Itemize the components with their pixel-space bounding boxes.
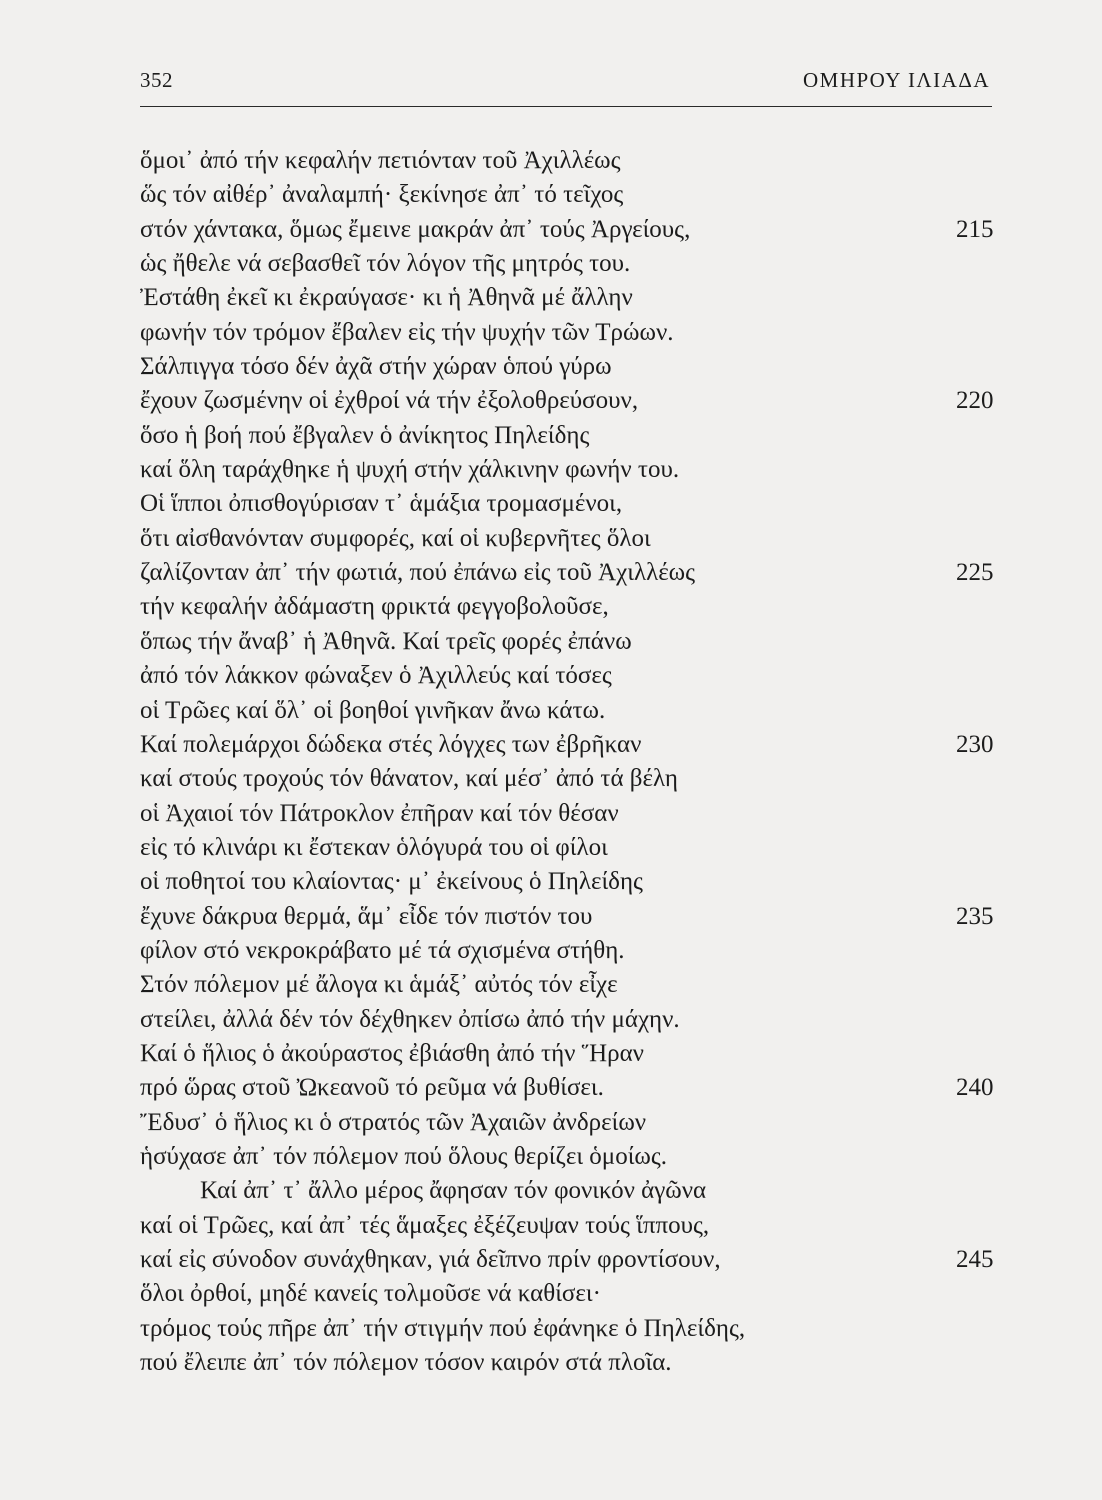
verse-line [140,1071,1000,1105]
line-number: 235 [956,902,994,930]
verse-text: ὡς ἤθελε νά σεβασθεῖ τόν λόγον τῆς μητρός του. [140,250,631,278]
verse-line [140,247,1000,281]
verse-line [140,797,1000,831]
line-number: 220 [956,387,994,415]
verse-text: Καί ἀπ᾽ τ᾽ ἄλλο μέρος ἄφησαν τόν φονικόν ἀγῶνα [200,1177,707,1205]
verse-text: ἔχυνε δάκρυα θερμά, ἅμ᾽ εἶδε τόν πιστόν του [140,902,593,930]
verse-line [140,178,1000,212]
verse-line [140,522,1000,556]
running-title: ΟΜΗΡΟΥ ΙΛΙΑΔΑ [803,68,990,92]
verse-line [140,487,1000,521]
verse-line [140,213,1000,247]
verse-text: πού ἔλειπε ἀπ᾽ τόν πόλεμον τόσον καιρόν στά πλοῖα. [140,1349,672,1377]
verse-text: ὅπως τήν ἄναβ᾽ ἡ Ἀθηνᾶ. Καί τρεῖς φορές ἐπάνω [140,627,632,655]
verse-line [140,831,1000,865]
verse-text: πρό ὥρας στοῦ Ὠκεανοῦ τό ρεῦμα νά βυθίσει. [140,1074,604,1102]
verse-line [140,350,1000,384]
page-number: 352 [140,68,173,92]
verse-line [140,1140,1000,1174]
verse-text: ἀπό τόν λάκκον φώναξεν ὁ Ἀχιλλεύς καί τόσες [140,662,612,690]
verse-text: Καί πολεμάρχοι δώδεκα στές λόγχες των ἐβρῆκαν [140,730,642,758]
verse-text: τρόμος τούς πῆρε ἀπ᾽ τήν στιγμήν πού ἐφάνηκε ὁ Πηλείδης, [140,1314,746,1342]
verse-text: καί στούς τροχούς τόν θάνατον, καί μέσ᾽ ἀπό τά βέλη [140,765,678,793]
verse-line [140,1277,1000,1311]
header-rule [140,106,992,107]
verse-text: οἱ Ἀχαιοί τόν Πάτροκλον ἐπῆραν καί τόν θέσαν [140,799,619,827]
verse-line [140,865,1000,899]
line-number: 230 [956,730,994,758]
verse-line [140,1003,1000,1037]
page-header [140,68,990,108]
verse-line [140,419,1000,453]
verse-text: στείλει, ἀλλά δέν τόν δέχθηκεν ὀπίσω ἀπό τήν μάχην. [140,1005,680,1033]
verse-text: οἱ ποθητοί του κλαίοντας· μ᾽ ἐκείνους ὁ Πηλείδης [140,868,643,896]
verse-line [140,556,1000,590]
verse-line [140,453,1000,487]
line-number: 245 [956,1246,994,1273]
verse-line [140,728,1000,762]
verse-line [140,1174,1000,1208]
verse-text: ὅμοι᾽ ἀπό τήν κεφαλήν πετιόνταν τοῦ Ἀχιλλέως [140,147,621,174]
verse-text: Καί ὁ ἥλιος ὁ ἀκούραστος ἐβιάσθη ἀπό τήν Ἥραν [140,1039,644,1067]
verse-text: Σάλπιγγα τόσο δέν ἀχᾶ στήν χώραν ὁπού γύρω [140,353,612,381]
verse-line [140,900,1000,934]
verse-line [140,1037,1000,1071]
line-number: 240 [956,1074,994,1102]
verse-line [140,384,1000,418]
verse-text: ἡσύχασε ἀπ᾽ τόν πόλεμον πού ὅλους θερίζει ὁμοίως. [140,1142,668,1170]
verse-line [140,762,1000,796]
verse-line [140,1106,1000,1140]
verse-text: ὥς τόν αἰθέρ᾽ ἀναλαμπή· ξεκίνησε ἀπ᾽ τό τεῖχος [140,181,624,209]
verse-text: καί οἱ Τρῶες, καί ἀπ᾽ τές ἅμαξες ἐξέζευψαν τούς ἵππους, [140,1211,710,1239]
verse-line [140,144,1000,178]
verse-line [140,934,1000,968]
verse-text: στόν χάντακα, ὅμως ἔμεινε μακράν ἀπ᾽ τούς Ἀργείους, [140,215,691,243]
verse-text: ὅσο ἡ βοή πού ἔβγαλεν ὁ ἀνίκητος Πηλείδης [140,421,590,449]
verse-line [140,625,1000,659]
verse-text: οἱ Τρῶες καί ὅλ᾽ οἱ βοηθοί γινῆκαν ἄνω κάτω. [140,696,606,724]
verse-text: εἰς τό κλινάρι κι ἔστεκαν ὁλόγυρά του οἱ φίλοι [140,833,608,861]
verse-text: Ἔδυσ᾽ ὁ ἥλιος κι ὁ στρατός τῶν Ἀχαιῶν ἀνδρείων [140,1108,647,1136]
verse-text: Οἱ ἵπποι ὀπισθογύρισαν τ᾽ ἁμάξια τρομασμένοι, [140,490,623,518]
verse-text: ζαλίζονταν ἀπ᾽ τήν φωτιά, πού ἐπάνω εἰς τοῦ Ἀχιλλέως [140,559,696,587]
verse-text: Ἐστάθη ἐκεῖ κι ἐκραύγασε· κι ἡ Ἀθηνᾶ μέ ἄλλην [140,284,633,312]
verse-text: καί ὅλη ταράχθηκε ἡ ψυχή στήν χάλκινην φωνήν του. [140,456,680,484]
verse-line [140,659,1000,693]
line-number: 215 [956,215,994,243]
verse-line [140,316,1000,350]
verse-line [140,1209,1000,1243]
verse-line [140,1312,1000,1346]
verse-text: ἔχουν ζωσμένην οἱ ἐχθροί νά τήν ἐξολοθρεύσουν, [140,387,639,415]
verse-line [140,281,1000,315]
verse-line [140,1346,1000,1380]
verse-line [140,694,1000,728]
verse-text: τήν κεφαλήν ἀδάμαστη φρικτά φεγγοβολοῦσε, [140,593,609,621]
verse-text: Στόν πόλεμον μέ ἄλογα κι ἁμάξ᾽ αὐτός τόν εἶχε [140,971,618,999]
line-number: 225 [956,559,994,587]
verse-line [140,590,1000,624]
verse-text: καί εἰς σύνοδον συνάχθηκαν, γιά δεῖπνο πρίν φροντίσουν, [140,1246,721,1273]
verse-text: ὅτι αἰσθανόνταν συμφορές, καί οἱ κυβερνῆτες ὅλοι [140,524,651,552]
poem-text [140,144,1000,1380]
verse-line [140,1243,1000,1277]
verse-text: φωνήν τόν τρόμον ἔβαλεν εἰς τήν ψυχήν τῶν Τρώων. [140,318,674,346]
verse-text: φίλον στό νεκροκράβατο μέ τά σχισμένα στήθη. [140,936,625,964]
verse-line [140,968,1000,1002]
verse-text: ὅλοι ὀρθοί, μηδέ κανείς τολμοῦσε νά καθίσει· [140,1280,601,1308]
